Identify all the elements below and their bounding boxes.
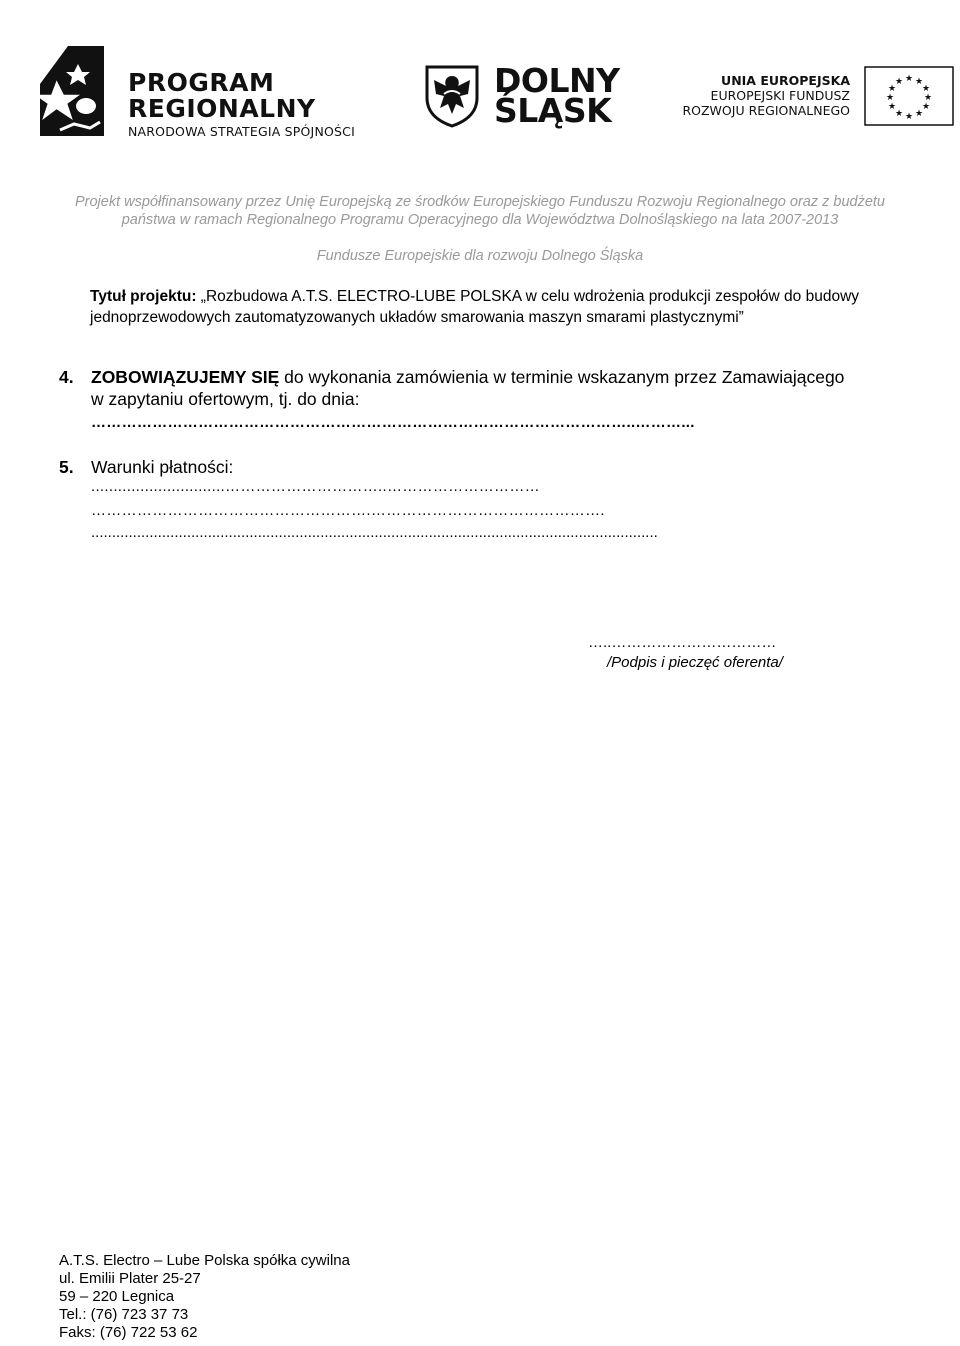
project-title-text: „Rozbudowa A.T.S. ELECTRO-LUBE POLSKA w celu wdrożenia produkcji zespołów do budowy jednoprzewodowych zautomatyzowanych układów smarowania maszyn smarami plastycznymi”	[90, 288, 860, 326]
footer-company: A.T.S. Electro – Lube Polska spółka cywilna	[59, 1252, 350, 1269]
payment-dots-line-2: ……………………………………………….……………………………………….	[91, 502, 605, 519]
svg-text:★: ★	[904, 74, 914, 84]
signature-dots: …..……………………………	[588, 634, 777, 651]
svg-text:★: ★	[904, 112, 914, 122]
section-4-line-1	[91, 366, 844, 388]
svg-text:★: ★	[885, 93, 895, 103]
footer-city: 59 – 220 Legnica	[59, 1288, 175, 1305]
section-4-text-1: do wykonania zamówienia w terminie wskazanym przez Zamawiającego	[279, 367, 845, 387]
slask-line: ŚLĄSK	[494, 91, 612, 130]
footer-tel: Tel.: (76) 723 37 73	[59, 1306, 189, 1323]
svg-text:★: ★	[894, 109, 904, 119]
payment-dots-line-3: ........................................................................................................................................	[91, 524, 658, 541]
footer-address	[59, 1252, 350, 1342]
svg-text:★: ★	[894, 77, 904, 87]
footer-fax: Faks: (76) 722 53 62	[59, 1324, 198, 1341]
unia-europejska-line: UNIA EUROPEJSKA	[721, 73, 850, 88]
svg-text:★: ★	[887, 102, 897, 112]
svg-text:★: ★	[921, 102, 931, 112]
rozwoju-regionalnego-line: ROZWOJU REGIONALNEGO	[682, 103, 850, 118]
section-4-bold-text: ZOBOWIĄZUJEMY SIĘ	[91, 367, 280, 387]
narodowa-strategia-line: NARODOWA STRATEGIA SPÓJNOŚCI	[128, 124, 355, 139]
svg-text:★: ★	[887, 84, 897, 94]
signature-label: /Podpis i pieczęć oferenta/	[607, 654, 783, 671]
program-regionalny-emblem-icon	[38, 44, 110, 144]
program-line: PROGRAM	[128, 68, 275, 97]
project-title	[90, 286, 910, 328]
project-title-label: Tytuł projektu:	[90, 288, 197, 305]
unia-europejska-text	[640, 73, 850, 118]
svg-text:★: ★	[923, 93, 933, 103]
section-5-label: Warunki płatności:	[91, 457, 234, 477]
svg-text:★: ★	[914, 77, 924, 87]
dolny-slask-logo	[424, 61, 624, 130]
svg-text:★: ★	[921, 84, 931, 94]
eagle-coat-of-arms-icon	[424, 64, 480, 128]
section-4-date-dots: ……………………………………………………………………………………………..………...	[91, 414, 695, 431]
cofinance-line-1: Projekt współfinansowany przez Unię Europejską ze środków Europejskiego Funduszu Rozwoju Regionalnego oraz z budżetu	[74, 194, 886, 210]
cofinance-line-2: państwa w ramach Regionalnego Programu Operacyjnego dla Województwa Dolnośląskiego na lata 2007-2013	[121, 212, 839, 228]
section-4-number: 4.	[59, 367, 74, 387]
europejski-fundusz-line: EUROPEJSKI FUNDUSZ	[710, 88, 850, 103]
funds-slogan: Fundusze Europejskie dla rozwoju Dolnego Śląska	[316, 248, 644, 264]
footer-street: ul. Emilii Plater 25-27	[59, 1270, 201, 1287]
eu-flag-icon	[864, 66, 954, 126]
svg-text:★: ★	[914, 109, 924, 119]
regionalny-line: REGIONALNY	[128, 94, 316, 123]
section-5-number: 5.	[59, 457, 74, 477]
dolny-line: DOLNY	[494, 61, 620, 100]
section-4-line-2: w zapytaniu ofertowym, tj. do dnia:	[91, 389, 360, 409]
program-regionalny-logo	[38, 44, 358, 144]
payment-dots-line-1: ..............................…………………………..…………………………	[91, 478, 540, 495]
